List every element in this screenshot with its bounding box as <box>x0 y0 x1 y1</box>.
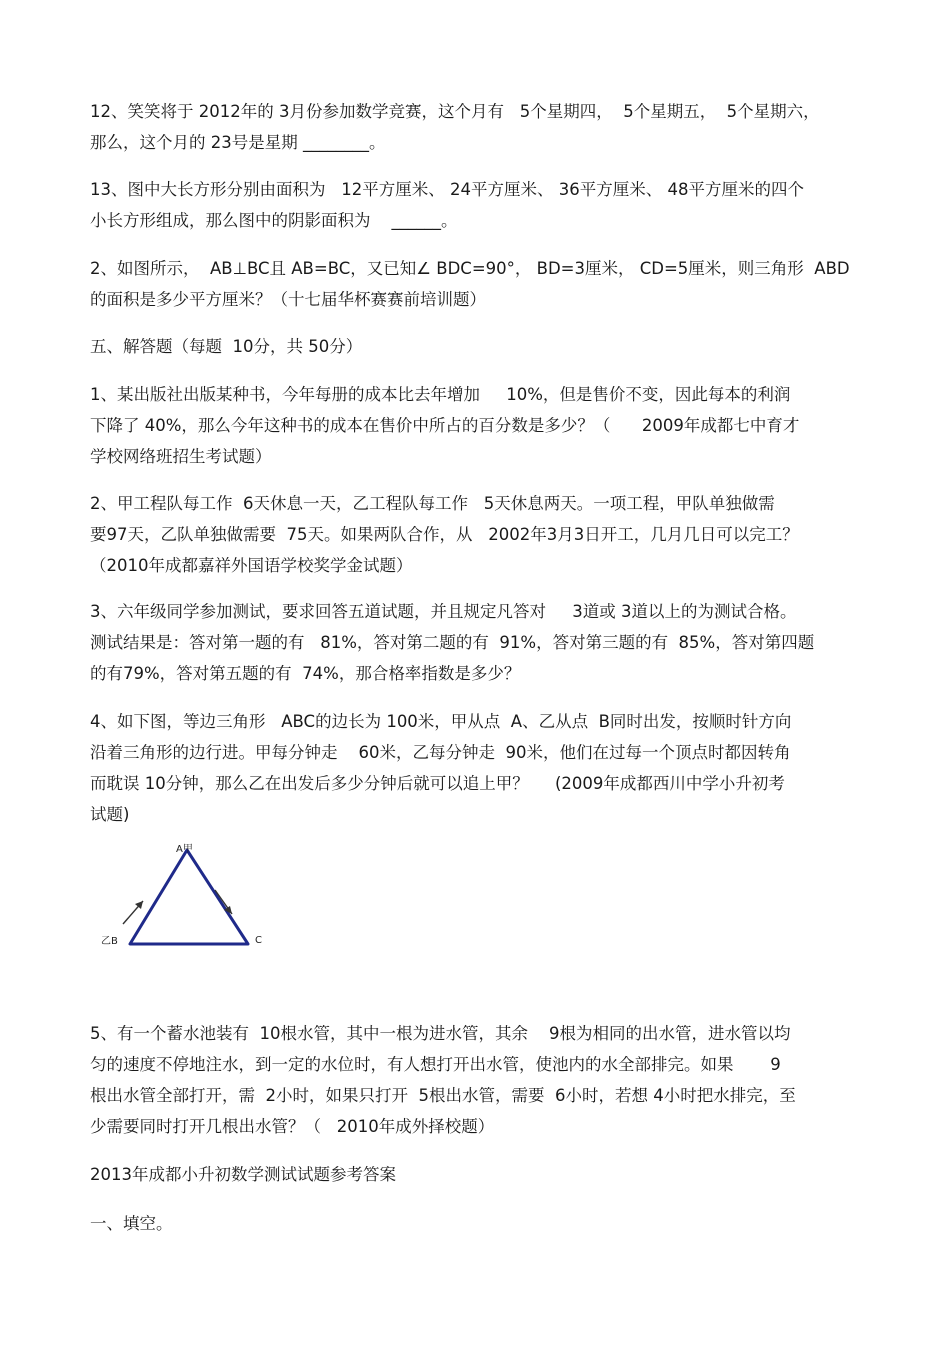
solve-question-3 <box>90 596 860 689</box>
question-13-line-2: 小长方形组成，那么图中的阴影面积为 ______。 <box>90 211 458 230</box>
solve-question-1-line-3: 学校网络班招生考试题） <box>90 447 272 466</box>
question-12-line-2: 那么，这个月的 23号是星期 ________。 <box>90 133 386 152</box>
answers-heading: 2013年成都小升初数学测试试题参考答案 <box>90 1165 396 1184</box>
solve-question-4-line-3: 而耽误 10分钟，那么乙在出发后多少分钟后就可以追上甲？ (2009年成都西川中学小升初考 <box>90 774 785 793</box>
solve-question-4-line-4: 试题) <box>90 805 130 824</box>
section-5-heading: 五、解答题（每题 10分，共 50分） <box>90 337 363 356</box>
solve-question-2-line-2: 要97天，乙队单独做需要 75天。如果两队合作，从 2002年3月3日开工，几月几日可以完工？ <box>90 525 799 544</box>
vertex-label-c: C <box>255 935 262 946</box>
question-2-abd <box>90 253 860 315</box>
solve-question-3-line-2: 测试结果是：答对第一题的有 81%，答对第二题的有 91%，答对第三题的有 85%，答对第四题 <box>90 633 815 652</box>
solve-question-4-line-2: 沿着三角形的边行进。甲每分钟走 60米，乙每分钟走 90米，他们在过每一个顶点时都因转角 <box>90 743 791 762</box>
question-13 <box>90 174 860 236</box>
solve-question-5-line-4: 少需要同时打开几根出水管？（ 2010年成外择校题） <box>90 1117 495 1136</box>
answers-part-1 <box>90 1208 860 1239</box>
solve-question-5-line-2: 匀的速度不停地注水，到一定的水位时，有人想打开出水管，使池内的水全部排完。如果 9 <box>90 1055 781 1074</box>
solve-question-4-line-1: 4、如下图，等边三角形 ABC的边长为 100米，甲从点 A、乙从点 B同时出发，按顺时针方向 <box>90 712 792 731</box>
solve-question-1 <box>90 379 860 472</box>
question-12-line-1: 12、笑笑将于 2012年的 3月份参加数学竞赛，这个月有 5个星期四， 5个星期五， 5个星期六， <box>90 102 820 121</box>
solve-question-4 <box>90 706 860 830</box>
solve-question-2 <box>90 488 860 581</box>
question-12 <box>90 96 860 158</box>
section-5-title <box>90 331 860 362</box>
vertex-label-a: A甲 <box>176 844 193 855</box>
solve-question-5-line-1: 5、有一个蓄水池装有 10根水管，其中一根为进水管，其余 9根为相同的出水管，进水管以均 <box>90 1024 791 1043</box>
question-2-abd-line-1: 2、如图所示， AB⊥BC且 AB=BC，又已知∠ BDC=90°， BD=3厘米， CD=5厘米，则三角形 ABD <box>90 259 850 278</box>
solve-question-1-line-1: 1、某出版社出版某种书，今年每册的成本比去年增加 10%，但是售价不变，因此每本的利润 <box>90 385 791 404</box>
question-13-line-1: 13、图中大长方形分别由面积为 12平方厘米、 24平方厘米、 36平方厘米、 48平方厘米的四个 <box>90 180 804 199</box>
solve-question-5 <box>90 1018 860 1142</box>
solve-question-3-line-3: 的有79%，答对第五题的有 74%，那合格率指数是多少？ <box>90 664 521 683</box>
equilateral-triangle <box>130 850 248 944</box>
triangle-figure <box>95 838 275 953</box>
answers-part-1-heading: 一、填空。 <box>90 1214 173 1233</box>
answers-title <box>90 1159 860 1190</box>
solve-question-2-line-1: 2、甲工程队每工作 6天休息一天，乙工程队每工作 5天休息两天。一项工程，甲队单独做需 <box>90 494 775 513</box>
question-2-abd-line-2: 的面积是多少平方厘米？（十七届华杯赛赛前培训题） <box>90 290 486 309</box>
solve-question-5-line-3: 根出水管全部打开，需 2小时，如果只打开 5根出水管，需要 6小时，若想 4小时把水排完，至 <box>90 1086 796 1105</box>
solve-question-3-line-1: 3、六年级同学参加测试，要求回答五道试题，并且规定凡答对 3道或 3道以上的为测试合格。 <box>90 602 797 621</box>
solve-question-2-line-3: （2010年成都嘉祥外国语学校奖学金试题） <box>90 556 413 575</box>
vertex-label-b: 乙B <box>101 936 118 947</box>
solve-question-1-line-2: 下降了 40%，那么今年这种书的成本在售价中所占的百分数是多少？（ 2009年成都七中育才 <box>90 416 800 435</box>
